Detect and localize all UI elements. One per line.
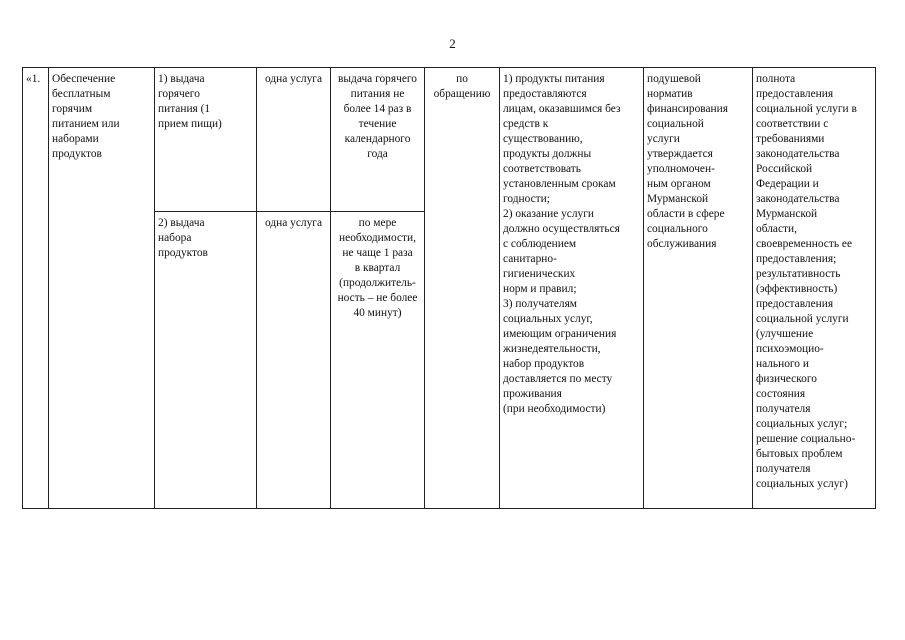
- quality-indicators: полнота предоставления социальной услуги в соответствии с требованиями законодательства Российской Федерации и законодательства Мурманской области, своевременность ее предоставления; результативность (эффективность) предоставления социальной услуги (улучшение психоэмоцио- нального и физического состояния получателя социальных услуг; решение социально- бытовых проблем получателя социальных услуг): [753, 68, 876, 509]
- service-name: Обеспечение бесплатным горячим питанием или наборами продуктов: [49, 68, 155, 509]
- sub-service-2-frequency: по мере необходимости, не чаще 1 раза в квартал (продолжитель- ность – не более 40 минут): [331, 212, 425, 509]
- sub-service-2-unit: одна услуга: [257, 212, 331, 509]
- provision-term: по обращению: [425, 68, 500, 509]
- row-number: «1.: [23, 68, 49, 509]
- table-row: [23, 68, 876, 212]
- sub-service-1-frequency: выдача горячего питания не более 14 раз в течение календарного года: [331, 68, 425, 212]
- financing-normative: подушевой норматив финансирования социальной услуги утверждается уполномочен- ным органом Мурманской области в сфере социального обслуживания: [644, 68, 753, 509]
- page-number: 2: [449, 36, 456, 51]
- sub-service-1-description: 1) выдача горячего питания (1 прием пищи): [155, 68, 257, 212]
- services-table: [22, 67, 876, 509]
- sub-service-2-description: 2) выдача набора продуктов: [155, 212, 257, 509]
- provision-conditions: 1) продукты питания предоставляются лицам, оказавшимся без средств к существованию, продукты должны соответствовать установленным срокам годности; 2) оказание услуги должно осуществляться с соблюдением санитарно- гигиенических норм и правил; 3) получателям социальных услуг, имеющим ограничения жизнедеятельности, набор продуктов доставляется по месту проживания (при необходимости): [500, 68, 644, 509]
- sub-service-1-unit: одна услуга: [257, 68, 331, 212]
